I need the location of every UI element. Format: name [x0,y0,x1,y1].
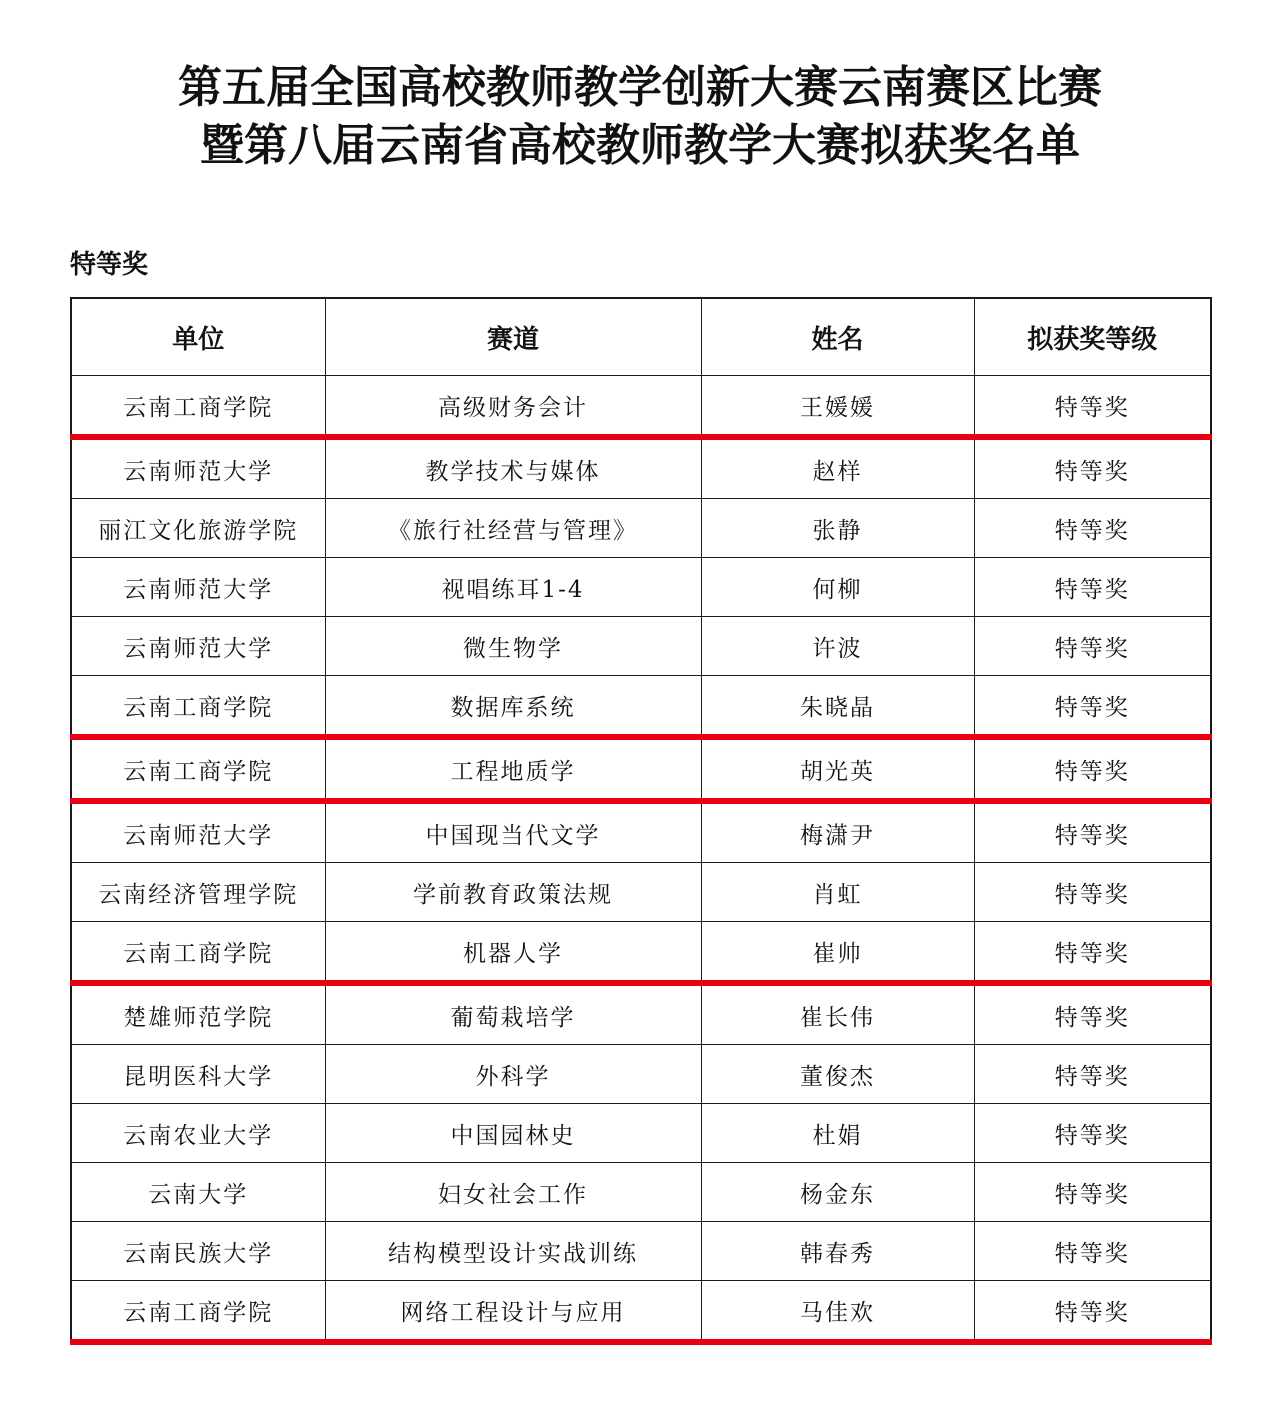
cell-unit: 云南经济管理学院 [71,863,325,922]
cell-track: 外科学 [325,1045,701,1104]
cell-unit: 云南工商学院 [71,737,325,801]
cell-name: 杜娟 [701,1104,974,1163]
cell-award-level: 特等奖 [974,1281,1211,1343]
cell-award-level: 特等奖 [974,676,1211,738]
cell-award-level: 特等奖 [974,499,1211,558]
cell-track: 《旅行社经营与管理》 [325,499,701,558]
cell-unit: 云南工商学院 [71,676,325,738]
table-header-row [71,298,1211,376]
cell-name: 杨金东 [701,1163,974,1222]
table-row [71,1045,1211,1104]
cell-track: 高级财务会计 [325,376,701,438]
table-row [71,801,1211,863]
cell-name: 张静 [701,499,974,558]
cell-award-level: 特等奖 [974,1222,1211,1281]
page-title-line-2: 暨第八届云南省高校教师教学大赛拟获奖名单 [200,120,1080,171]
cell-unit: 云南工商学院 [71,376,325,438]
cell-name: 崔长伟 [701,983,974,1045]
table-row [71,737,1211,801]
table-row [71,376,1211,438]
cell-award-level: 特等奖 [974,376,1211,438]
cell-award-level: 特等奖 [974,983,1211,1045]
cell-track: 妇女社会工作 [325,1163,701,1222]
table-row [71,1281,1211,1343]
cell-unit: 云南师范大学 [71,437,325,499]
cell-track: 视唱练耳1-4 [325,558,701,617]
table-row [71,922,1211,984]
table-row [71,558,1211,617]
table-row [71,1104,1211,1163]
cell-track: 工程地质学 [325,737,701,801]
cell-track: 中国园林史 [325,1104,701,1163]
cell-name: 马佳欢 [701,1281,974,1343]
cell-unit: 楚雄师范学院 [71,983,325,1045]
cell-award-level: 特等奖 [974,737,1211,801]
cell-name: 胡光英 [701,737,974,801]
cell-track: 数据库系统 [325,676,701,738]
table-row [71,499,1211,558]
cell-track: 葡萄栽培学 [325,983,701,1045]
cell-name: 朱晓晶 [701,676,974,738]
cell-unit: 云南师范大学 [71,801,325,863]
cell-award-level: 特等奖 [974,1045,1211,1104]
cell-unit: 云南师范大学 [71,558,325,617]
cell-track: 微生物学 [325,617,701,676]
header-track: 赛道 [325,298,701,376]
header-name: 姓名 [701,298,974,376]
cell-name: 崔帅 [701,922,974,984]
award-table [70,297,1212,1345]
cell-unit: 云南师范大学 [71,617,325,676]
cell-name: 肖虹 [701,863,974,922]
cell-name: 韩春秀 [701,1222,974,1281]
table-row [71,863,1211,922]
cell-name: 何柳 [701,558,974,617]
cell-award-level: 特等奖 [974,617,1211,676]
table-row [71,983,1211,1045]
table-row [71,617,1211,676]
cell-name: 董俊杰 [701,1045,974,1104]
cell-track: 教学技术与媒体 [325,437,701,499]
cell-track: 机器人学 [325,922,701,984]
cell-track: 学前教育政策法规 [325,863,701,922]
cell-name: 梅潇尹 [701,801,974,863]
cell-unit: 云南工商学院 [71,922,325,984]
table-row [71,676,1211,738]
header-award-level: 拟获奖等级 [974,298,1211,376]
cell-name: 王媛媛 [701,376,974,438]
cell-name: 赵样 [701,437,974,499]
page-title-line-1: 第五届全国高校教师教学创新大赛云南赛区比赛 [178,62,1102,113]
header-unit: 单位 [71,298,325,376]
cell-award-level: 特等奖 [974,863,1211,922]
cell-award-level: 特等奖 [974,922,1211,984]
cell-unit: 丽江文化旅游学院 [71,499,325,558]
cell-award-level: 特等奖 [974,437,1211,499]
cell-unit: 云南大学 [71,1163,325,1222]
table-row [71,437,1211,499]
cell-award-level: 特等奖 [974,801,1211,863]
cell-track: 结构模型设计实战训练 [325,1222,701,1281]
cell-award-level: 特等奖 [974,558,1211,617]
cell-track: 中国现当代文学 [325,801,701,863]
cell-unit: 云南农业大学 [71,1104,325,1163]
cell-unit: 云南工商学院 [71,1281,325,1343]
cell-award-level: 特等奖 [974,1104,1211,1163]
cell-track: 网络工程设计与应用 [325,1281,701,1343]
cell-name: 许波 [701,617,974,676]
cell-unit: 云南民族大学 [71,1222,325,1281]
section-label: 特等奖 [70,250,149,280]
table-row [71,1163,1211,1222]
cell-unit: 昆明医科大学 [71,1045,325,1104]
cell-award-level: 特等奖 [974,1163,1211,1222]
table-row [71,1222,1211,1281]
table-body [71,376,1211,1343]
